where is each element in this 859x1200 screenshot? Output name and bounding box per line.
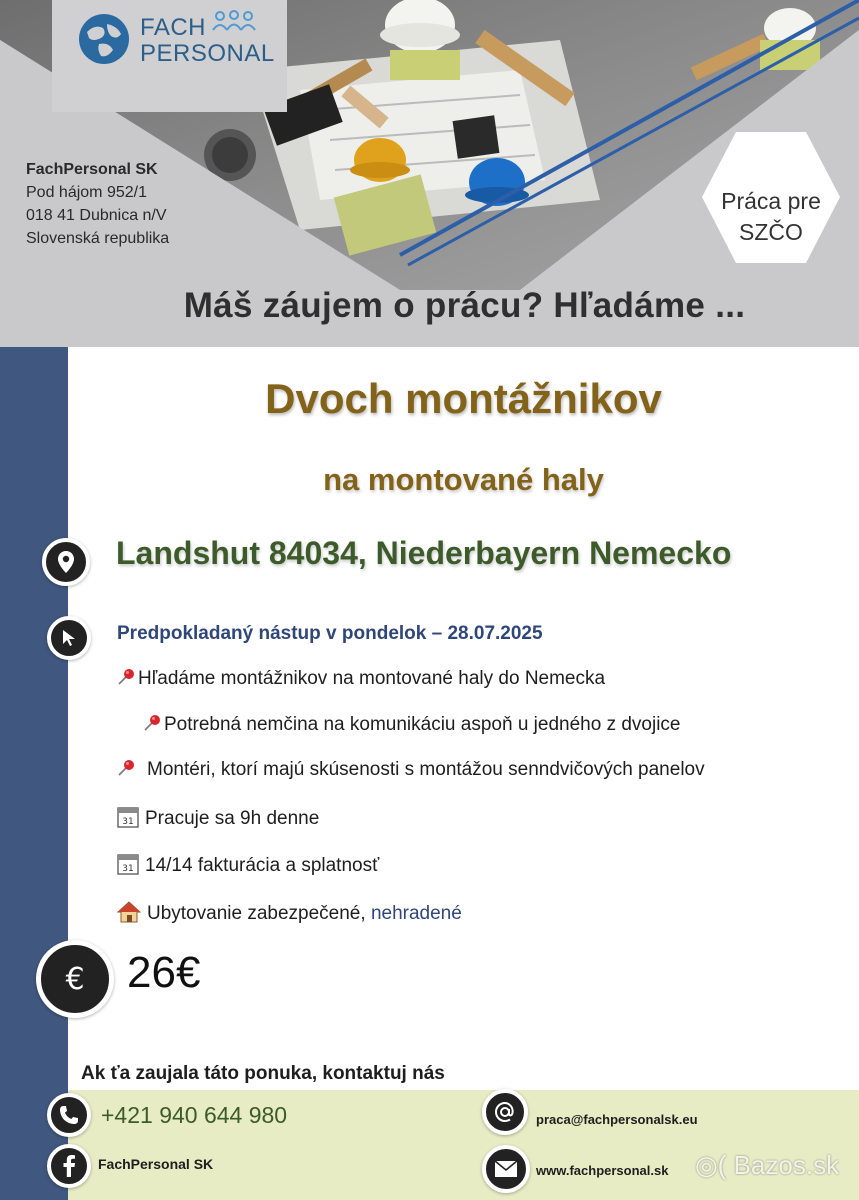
list-item xyxy=(117,758,705,782)
cursor-icon xyxy=(47,616,91,660)
left-accent-bar xyxy=(0,347,68,1200)
logo-text-line1: FACH xyxy=(140,14,207,41)
pushpin-icon xyxy=(143,714,161,732)
euro-symbol: € xyxy=(65,962,85,997)
company-address xyxy=(26,158,169,250)
email-address[interactable]: praca@fachpersonalsk.eu xyxy=(536,1112,698,1127)
hourly-rate: 26€ xyxy=(127,948,201,997)
logo-text xyxy=(140,15,275,67)
globe-icon xyxy=(77,12,131,66)
house-icon xyxy=(117,901,141,923)
list-item xyxy=(117,667,605,691)
euro-icon xyxy=(36,940,114,1018)
facebook-icon xyxy=(47,1144,91,1188)
address-street: Pod hájom 952/1 xyxy=(26,184,147,201)
pushpin-icon xyxy=(117,668,135,686)
list-item-text: 14/14 fakturácia a splatnosť xyxy=(145,855,380,876)
accommodation-text: Ubytovanie zabezpečené, xyxy=(147,903,371,924)
list-item xyxy=(117,806,319,831)
phone-number[interactable]: +421 940 644 980 xyxy=(101,1102,288,1128)
tagline: Máš záujem o prácu? Hľadáme ... xyxy=(183,286,746,325)
list-item xyxy=(143,713,681,737)
watermark: ◎( Bazos.sk xyxy=(695,1150,840,1180)
header-banner xyxy=(0,0,859,347)
address-country: Slovenská republika xyxy=(26,230,170,247)
website-link[interactable]: www.fachpersonal.sk xyxy=(536,1163,669,1178)
calendar-day-label: 31 xyxy=(122,864,134,874)
calendar-icon xyxy=(117,806,139,828)
job-title: Dvoch montážnikov xyxy=(265,375,662,422)
calendar-icon xyxy=(117,853,139,875)
contact-heading: Ak ťa zaujala táto ponuka, kontaktuj nás xyxy=(81,1063,445,1084)
watermark-text: Bazos.sk xyxy=(733,1150,840,1180)
list-item xyxy=(117,853,379,878)
company-name: FachPersonal SK xyxy=(26,161,158,178)
job-location: Landshut 84034, Niederbayern Nemecko xyxy=(116,535,732,571)
address-city: 018 41 Dubnica n/V xyxy=(26,207,167,224)
list-item xyxy=(117,901,462,926)
location-pin-icon xyxy=(42,538,90,586)
calendar-day-label: 31 xyxy=(122,817,134,827)
pushpin-icon xyxy=(117,759,135,777)
accommodation-accent: nehradené xyxy=(370,903,462,924)
job-subtitle: na montované haly xyxy=(323,462,604,497)
start-date: Predpokladaný nástup v pondelok – 28.07.2025 xyxy=(117,623,543,644)
list-item-text: Hľadáme montážnikov na montované haly do Nemecka xyxy=(138,668,606,689)
phone-icon xyxy=(47,1093,91,1137)
facebook-page[interactable]: FachPersonal SK xyxy=(98,1156,214,1172)
logo-text-line2: PERSONAL xyxy=(140,40,275,67)
at-sign-icon xyxy=(482,1089,528,1135)
badge-line2: SZČO xyxy=(739,219,803,245)
badge-line1: Práca pre xyxy=(721,188,821,214)
list-item-text: Montéri, ktorí majú skúsenosti s montážou senndvičových panelov xyxy=(147,759,705,780)
envelope-icon xyxy=(482,1145,530,1193)
list-item-text: Pracuje sa 9h denne xyxy=(145,808,320,829)
list-item-text: Potrebná nemčina na komunikáciu aspoň u jedného z dvojice xyxy=(164,714,681,735)
badge-text xyxy=(700,186,842,248)
